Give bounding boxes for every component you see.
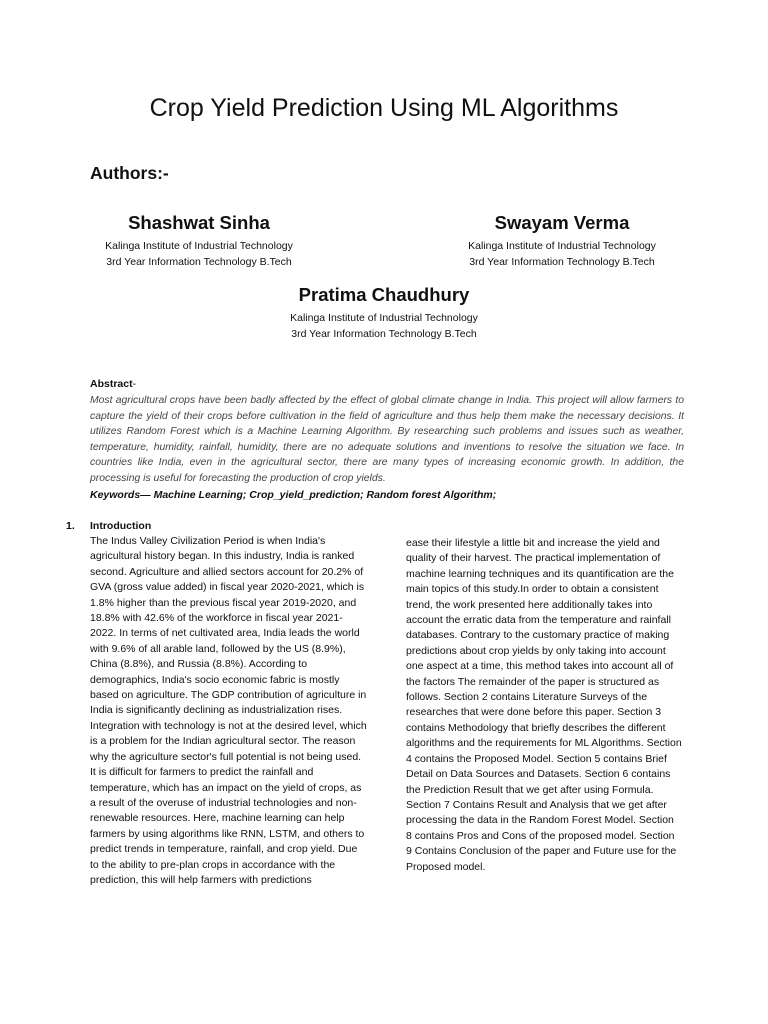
author-details: 3rd Year Information Technology B.Tech	[469, 255, 655, 268]
section-number: 1.	[66, 520, 75, 532]
author-details: 3rd Year Information Technology B.Tech	[106, 255, 292, 268]
author-block	[269, 283, 499, 342]
keywords-line: Keywords— Machine Learning; Crop_yield_prediction; Random forest Algorithm;	[90, 488, 497, 501]
abstract-heading	[90, 377, 684, 391]
abstract-section	[90, 377, 684, 503]
author-affiliation: Kalinga Institute of Industrial Technology	[290, 312, 478, 324]
left-column	[90, 534, 368, 888]
author-affiliation: Kalinga Institute of Industrial Technology	[468, 240, 656, 252]
abstract-heading-suffix: -	[132, 378, 137, 390]
author-affiliation: Kalinga Institute of Industrial Technology	[105, 240, 293, 252]
author-details: 3rd Year Information Technology B.Tech	[291, 327, 477, 340]
section-heading: Introduction	[90, 520, 152, 532]
body-paragraph: The Indus Valley Civilization Period is when India's agricultural history began. In this industry, India is ranked second. Agriculture and allied sectors account for 20.2% of GVA (gross value added) in fiscal year 2020-2021, which is 1.8% higher than the previous fiscal year 2019-2020, and 18.8% with 42.6% of the workforce in fiscal year 2021-2022. In terms of net cultivated area, India leads the world with 9.6% of all arable land, followed by the US (8.9%), China (8.8%), and Russia (8.8%). According to demographics, India's socio economic fabric is mostly based on agriculture. The GDP contribution of agriculture in India is significantly declining as industrialization rises. Integration with technology is not at the desired level, which is a problem for the Indian agricultural sector. The reason why the agriculture sector's full potential is not being used. It is difficult for farmers to predict the rainfall and temperature, which has an impact on the yield of crops, as a result of the overuse of industrial technologies and non-renewable resources. Here, machine learning can help farmers by using algorithms like RNN, LSTM, and others to predict trends in temperature, rainfall, and crop yield. Due to the ability to pre-plan crops in accordance with the prediction, this will help farmers with predictions	[90, 535, 367, 886]
paper-title: Crop Yield Prediction Using ML Algorithms	[149, 94, 619, 122]
authors-heading: Authors:-	[90, 163, 169, 183]
author-name: Shashwat Sinha	[128, 212, 270, 233]
abstract-heading-text: Abstract	[90, 378, 133, 390]
right-column	[406, 536, 682, 875]
author-name: Pratima Chaudhury	[298, 284, 470, 305]
author-name: Swayam Verma	[494, 212, 630, 233]
abstract-body: Most agricultural crops have been badly affected by the effect of global climate change in India. This project will allow farmers to capture the yield of their crops before cultivation in the field of agriculture and thus help them make the necessary decisions. It utilizes Random Forest which is a Machine Learning Algorithm. By researching such problems and issues such as weather, temperature, humidity, rainfall, humidity, there are no adequate solutions and inventions to resolve the situation we face. In countries like India, even in the agricultural sector, there are many types of increasing economic growth. In addition, the processing is useful for forecasting the production of crop yields.	[90, 395, 684, 484]
author-block	[447, 211, 677, 270]
body-paragraph: ease their lifestyle a little bit and increase the yield and quality of their harvest. The practical implementation of machine learning techniques and its quantification are the main topics of this study.In order to obtain a consistent trend, the work presented here additionally takes into account the erratic data from the temperature and rainfall databases. Contrary to the customary practice of making predictions about crop yields by only taking into account one aspect at a time, this method takes into account all of the factors The remainder of the paper is structured as follows. Section 2 contains Literature Surveys of the researches that were done before this paper. Section 3 contains Methodology that briefly describes the different algorithms and the requirements for ML Algorithms. Section 4 contains the Proposed Model. Section 5 contains Brief Detail on Data Sources and Datasets. Section 6 contains the Prediction Result that we get after using Formula. Section 7 Contains Result and Analysis that we get after processing the data in the Random Forest Model. Section 8 contains Pros and Cons of the proposed model. Section 9 Contains Conclusion of the paper and Future use for the Proposed model.	[406, 537, 682, 873]
author-block	[84, 211, 314, 270]
